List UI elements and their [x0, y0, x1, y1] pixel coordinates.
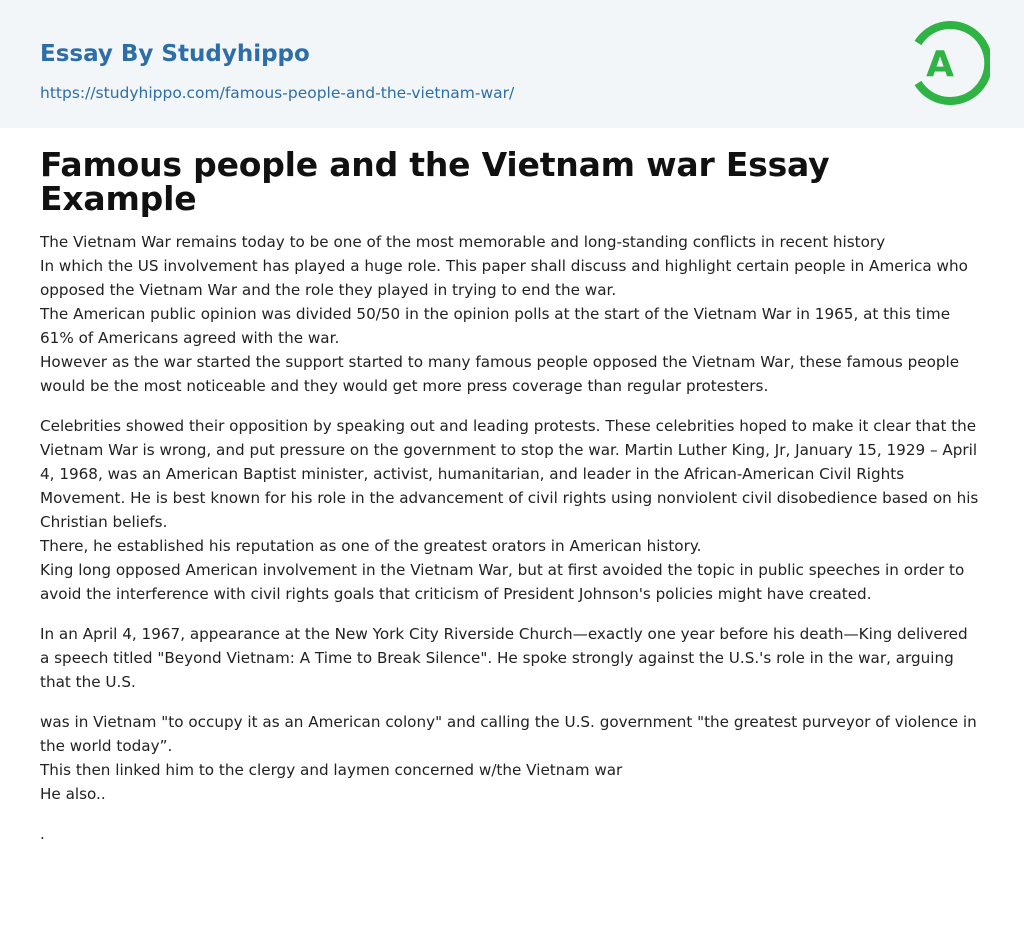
essay-line: .: [40, 825, 45, 843]
logo-letter: A: [926, 44, 954, 85]
essay-line: In an April 4, 1967, appearance at the New York City Riverside Church—exactly one year before his death—King delivered a speech titled "Beyond Vietnam: A Time to Break Silence". He spoke strongly against the U.S.'s role in the war, arguing that the U.S.: [40, 625, 968, 691]
essay-paragraph: [40, 230, 980, 398]
essay-line: He also..: [40, 785, 106, 803]
essay-line: was in Vietnam "to occupy it as an American colony" and calling the U.S. government "the greatest purveyor of violence in the world today”.: [40, 713, 977, 755]
essay-line: In which the US involvement has played a huge role. This paper shall discuss and highlight certain people in America who opposed the Vietnam War and the role they played in trying to end the war.: [40, 257, 968, 299]
essay-paragraph: [40, 414, 980, 606]
essay-line: The American public opinion was divided 50/50 in the opinion polls at the start of the Vietnam War in 1965, at this time 61% of Americans agreed with the war.: [40, 305, 951, 347]
essay-line: There, he established his reputation as one of the greatest orators in American history.: [40, 537, 702, 555]
brand-title[interactable]: Essay By Studyhippo: [40, 41, 310, 67]
studyhippo-logo-icon[interactable]: [910, 18, 990, 108]
source-url-link[interactable]: https://studyhippo.com/famous-people-and-the-vietnam-war/: [40, 84, 515, 102]
essay-paragraph: [40, 822, 980, 846]
page-title: Famous people and the Vietnam war Essay Example: [40, 145, 830, 218]
essay-content: [40, 145, 980, 862]
essay-paragraph: [40, 710, 980, 806]
essay-line: Celebrities showed their opposition by speaking out and leading protests. These celebrities hoped to make it clear that the Vietnam War is wrong, and put pressure on the government to stop the war. Martin Luther King, Jr, January 15, 1929 – April 4, 1968, was an American Baptist minister, activist, humanitarian, and leader in the African-American Civil Rights Movement. He is best known for his role in the advancement of civil rights using nonviolent civil disobedience based on his Christian beliefs.: [40, 417, 979, 531]
essay-paragraph: [40, 622, 980, 694]
essay-line: However as the war started the support started to many famous people opposed the Vietnam War, these famous people would be the most noticeable and they would get more press coverage than regular protesters.: [40, 353, 960, 395]
essay-line: The Vietnam War remains today to be one of the most memorable and long-standing conflicts in recent history: [40, 233, 886, 251]
essay-line: King long opposed American involvement in the Vietnam War, but at first avoided the topic in public speeches in order to avoid the interference with civil rights goals that criticism of President Johnson's policies might have created.: [40, 561, 965, 603]
site-header: [0, 0, 1024, 128]
essay-body: [40, 230, 980, 846]
essay-line: This then linked him to the clergy and laymen concerned w/the Vietnam war: [40, 761, 623, 779]
